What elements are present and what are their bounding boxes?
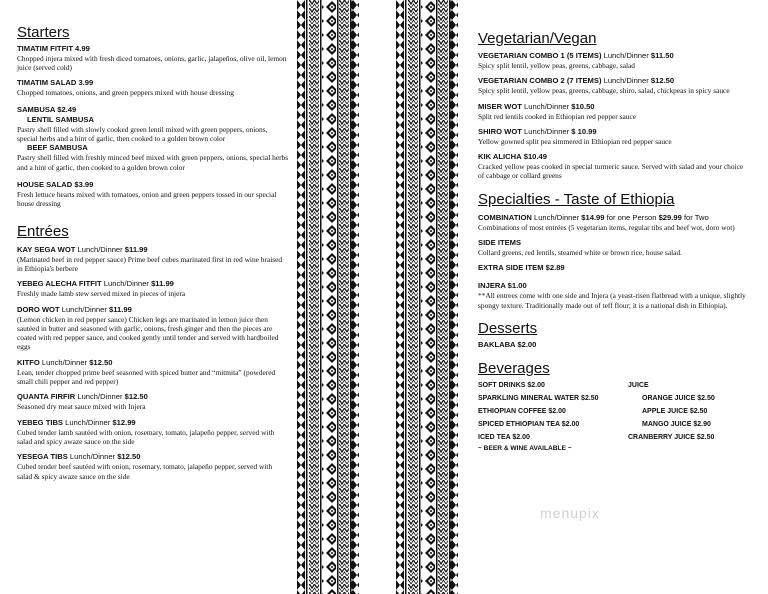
desserts-title: Desserts bbox=[478, 319, 538, 337]
beverage-item: SPARKLING MINERAL WATER $2.50 bbox=[478, 394, 599, 402]
left-column bbox=[17, 24, 289, 487]
item-desc: Fresh lettuce hearts mixed with tomatoes, onion and green peppers tossed in our special house dressing bbox=[17, 190, 277, 209]
menu-item bbox=[478, 281, 750, 310]
item-name: YESEGA TIBS bbox=[17, 452, 68, 462]
item-name: KAY SEGA WOT bbox=[17, 244, 76, 254]
item-name: KITFO bbox=[17, 357, 40, 367]
decorative-band-right bbox=[396, 0, 458, 594]
item-price: $12.99 bbox=[112, 417, 136, 427]
item-name: HOUSE SALAD $3.99 bbox=[17, 180, 94, 190]
beverage-item: APPLE JUICE $2.50 bbox=[642, 407, 708, 415]
item-subhead: LENTIL SAMBUSA bbox=[27, 114, 94, 124]
item-name: VEGETARIAN COMBO 2 (7 ITEMS) bbox=[478, 76, 602, 86]
beverage-item: SOFT DRINKS $2.00 bbox=[478, 381, 545, 389]
item-desc: (Marinated beef in red pepper sauce) Prime beef cubes marinated first in red wine braised in Ethiopia's berbere bbox=[17, 254, 283, 273]
item-meal: Lunch/Dinner bbox=[77, 244, 123, 254]
menu-item bbox=[478, 76, 750, 95]
item-name: KIK ALICHA bbox=[478, 152, 522, 162]
item-price: $10.49 bbox=[523, 152, 547, 162]
menu-item bbox=[478, 152, 750, 181]
item-desc: (Lemon chicken in red pepper sauce) Chicken legs are marinated in lemon juice then sautéed in butter and seasoned with garlic, onions, fresh ginger and then the pieces are coated with red pepper sauce, and cooked gently until tender and served with hardboiled eggs bbox=[17, 314, 279, 352]
item-desc: Pastry shell filled with slowly cooked green lentil mixed with green peppers, onions, special herbs and a hint of garlic, then cooked to a golden brown color bbox=[17, 124, 268, 144]
item-name: QUANTA FIRFIR bbox=[17, 392, 76, 402]
item-price: $10.50 bbox=[571, 101, 595, 111]
item-desc: Spicy split lentil, yellow peas, greens, cabbage, salad bbox=[478, 61, 636, 70]
menu-item bbox=[17, 105, 289, 172]
menu-item bbox=[17, 305, 289, 352]
item-name: YEBEG TIBS bbox=[17, 417, 63, 427]
item-desc: Combinations of most entrées (5 vegetarian items, regular tibs and beef wot, doro wot) bbox=[478, 222, 735, 232]
item-meal: Lunch/Dinner bbox=[603, 76, 649, 86]
watermark: menupix bbox=[540, 505, 600, 521]
beverage-item: ORANGE JUICE $2.50 bbox=[642, 394, 715, 402]
beverage-item: JUICE bbox=[628, 381, 649, 389]
menu-item bbox=[478, 238, 750, 257]
item-name: DORO WOT bbox=[17, 304, 60, 314]
item-desc: **All entrees come with one side and Injera (a yeast-risen flatbread with a unique, slightly spongy texture. Traditionally made out of teff flour; it is a national dish in Ethiopia). bbox=[478, 291, 746, 310]
item-price: $ 10.99 bbox=[571, 126, 597, 136]
menu-item bbox=[17, 418, 289, 447]
item-subhead: BEEF SAMBUSA bbox=[27, 143, 88, 153]
item-extra: for one Person bbox=[606, 212, 657, 222]
beverage-item: ICED TEA $2.00 bbox=[478, 433, 530, 441]
item-meal: Lunch/Dinner bbox=[103, 279, 149, 289]
item-desc: Lean, tender chopped prime beef seasoned with spiced butter and “mitmita” (powdered small chili pepper and red pepper) bbox=[17, 367, 276, 387]
item-name: COMBINATION bbox=[478, 212, 532, 222]
menu-item bbox=[17, 44, 289, 73]
beverage-item: MANGO JUICE $2.90 bbox=[642, 420, 711, 428]
menu-item bbox=[478, 127, 750, 146]
menu-item bbox=[17, 452, 289, 481]
item-name: BAKLABA $2.00 bbox=[478, 339, 537, 349]
item-name: MISER WOT bbox=[478, 101, 522, 111]
item-name: TIMATIM SALAD 3.99 bbox=[17, 77, 94, 87]
menu-item bbox=[478, 51, 750, 70]
item-price-2: $29.99 bbox=[658, 212, 682, 222]
item-desc: Pastry shell filled with freshly minced beef mixed with green peppers, onions, special herbs and a hint of garlic, then cooked to a golden brown color bbox=[17, 153, 289, 172]
menu-item bbox=[478, 213, 750, 232]
item-meal: Lunch/Dinner bbox=[533, 212, 580, 222]
item-desc: Split red lentils cooked in Ethiopian red pepper sauce bbox=[478, 111, 637, 121]
item-price: $11.99 bbox=[124, 244, 148, 254]
item-name: EXTRA SIDE ITEM $2.89 bbox=[478, 263, 565, 273]
menu-item bbox=[17, 392, 289, 411]
menu-item bbox=[17, 78, 289, 97]
beverage-note: ~ BEER & WINE AVAILABLE ~ bbox=[478, 444, 572, 452]
menu-item bbox=[478, 102, 750, 121]
item-meal: Lunch/Dinner bbox=[77, 392, 123, 402]
item-meal: Lunch/Dinner bbox=[69, 452, 116, 462]
item-price: $11.50 bbox=[650, 51, 674, 60]
item-desc: Cracked yellow peas cooked in special turmeric sauce. Served with salad and your choice of cabbage or collard greens bbox=[478, 162, 744, 181]
item-price: $12.50 bbox=[650, 76, 675, 86]
item-extra-2: for Two bbox=[683, 212, 709, 222]
item-desc: Spicy split lentil, yellow peas, greens, cabbage, shiro, salad, chickpeas in spicy sauce bbox=[478, 86, 730, 96]
item-price: $12.50 bbox=[124, 392, 148, 402]
item-desc: Freshly made lamb stew served mixed in pieces of injera bbox=[17, 289, 186, 299]
item-meal: Lunch/Dinner bbox=[61, 304, 107, 314]
beverages-list bbox=[478, 382, 750, 441]
item-desc: Seasoned dry meat sauce mixed with Injera bbox=[17, 402, 146, 412]
item-desc: Cubed tender beef sautéed with onion, rosemary, tomato, jalapeño pepper, served with salad & spicy awaze sauce on the side bbox=[17, 462, 273, 481]
item-meal: Lunch/Dinner bbox=[65, 417, 111, 427]
item-name: SHIRO WOT bbox=[478, 126, 522, 136]
item-name: YEBEG ALECHA FITFIT bbox=[17, 279, 102, 289]
item-name: INJERA $1.00 bbox=[478, 281, 527, 291]
item-meal: Lunch/Dinner bbox=[524, 101, 570, 111]
beverages-title: Beverages bbox=[478, 359, 550, 377]
item-desc: Chopped injera mixed with fresh diced tomatoes, onions, garlic, jalapeños, olive oil, lemon juice (served cold) bbox=[17, 54, 287, 73]
starters-title: Starters bbox=[17, 24, 70, 41]
item-name: SIDE ITEMS bbox=[478, 238, 522, 248]
menu-item bbox=[17, 279, 289, 298]
menu-item bbox=[17, 245, 289, 274]
entrees-title: Entrées bbox=[17, 222, 69, 240]
item-desc: Collard greens, red lentils, steamed white or brown rice, house salad. bbox=[478, 248, 683, 258]
right-column bbox=[478, 30, 750, 452]
item-desc: Chopped tomatoes, onions, and green peppers mixed with house dressing bbox=[17, 87, 234, 97]
decorative-band-left bbox=[297, 0, 359, 594]
beverage-item: CRANBERRY JUICE $2.50 bbox=[628, 433, 715, 441]
beverage-item: ETHIOPIAN COFFEE $2.00 bbox=[478, 407, 566, 415]
item-name: SAMBUSA $2.49 bbox=[17, 104, 77, 114]
item-desc: Yellow gowned split pea simmered in Ethiopian red pepper sauce bbox=[478, 136, 672, 146]
item-name: TIMATIM FITFIT 4.99 bbox=[17, 44, 90, 53]
menu-item bbox=[17, 358, 289, 387]
menu-item bbox=[17, 180, 289, 209]
item-price: $11.99 bbox=[109, 304, 132, 314]
item-meal: Lunch/Dinner bbox=[41, 357, 88, 367]
item-desc: Cubed tender lamb sautéed with onion, rosemary, tomato, jalapeño pepper, served with salad and spicy awaze sauce on the side bbox=[17, 427, 275, 446]
item-price: $12.50 bbox=[117, 452, 141, 462]
specialties-title: Specialties - Taste of Ethiopia bbox=[478, 190, 675, 208]
item-meal: Lunch/Dinner bbox=[603, 51, 649, 60]
item-price: $11.99 bbox=[151, 279, 174, 289]
beverage-item: SPICED ETHIOPIAN TEA $2.00 bbox=[478, 420, 580, 428]
vegetarian-title: Vegetarian/Vegan bbox=[478, 30, 597, 47]
item-price: $14.99 bbox=[581, 212, 605, 222]
menu-item bbox=[478, 340, 750, 350]
item-name: VEGETARIAN COMBO 1 (5 ITEMS) bbox=[478, 51, 602, 60]
menu-item bbox=[478, 263, 750, 273]
item-meal: Lunch/Dinner bbox=[524, 126, 570, 136]
item-price: $12.50 bbox=[89, 357, 113, 367]
